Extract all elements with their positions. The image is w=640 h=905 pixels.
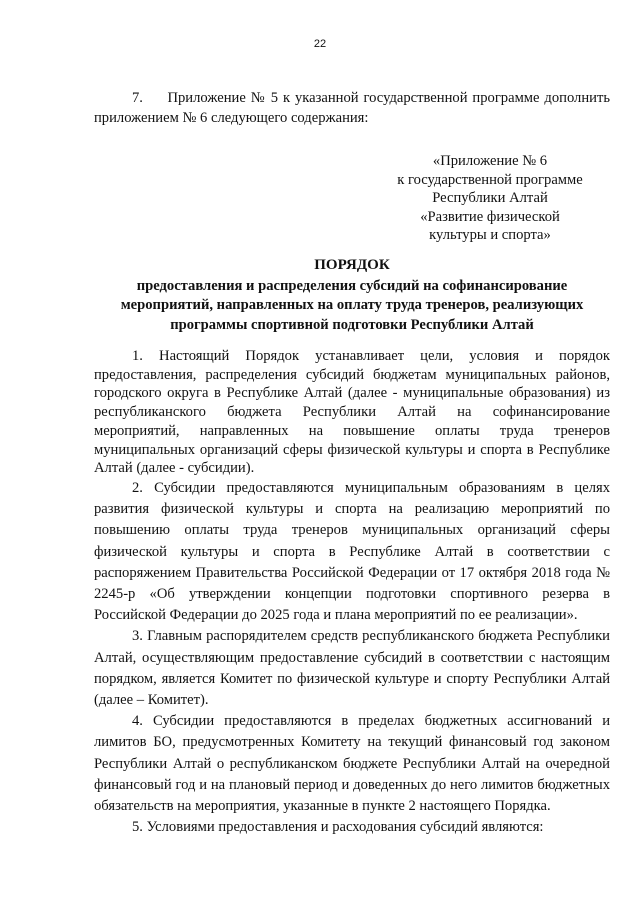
paragraph-1: 1. Настоящий Порядок устанавливает цели, условия и порядок предоставления, распределения субсидий бюджетам муниципальных районов, городского округа в Республике Алтай (далее - муниципальные образования) из республиканского бюджета Республики Алтай на софинансирование мероприятий, направленных на повышение оплаты труда тренеров муниципальных организаций сферы физической культуры и спорта в Республике Алтай (далее - субсидии). — [94, 348, 610, 477]
annex-line: культуры и спорта» — [429, 227, 551, 244]
intro-block — [94, 88, 610, 128]
paragraph-4: 4. Субсидии предоставляются в пределах бюджетных ассигнований и лимитов БО, предусмотренных Комитету на текущий финансовый год законом Республики Алтай о республиканском бюджете Республики Алтай на очередной финансовый год и на плановый период и доведенных до него лимитов бюджетных обязательств на мероприятия, указанные в пункте 2 настоящего Порядка. — [94, 713, 610, 814]
document-title — [94, 256, 610, 335]
title-main: ПОРЯДОК — [314, 257, 390, 273]
paragraph-5: 5. Условиями предоставления и расходования субсидий являются: — [132, 819, 544, 836]
title-line: программы спортивной подготовки Республики Алтай — [170, 316, 534, 333]
annex-line: «Приложение № 6 — [432, 153, 548, 169]
annex-line: Республики Алтай — [432, 190, 548, 207]
page-number: 22 — [313, 38, 327, 50]
paragraph-3: 3. Главным распорядителем средств республиканского бюджета Республики Алтай, осуществляющим предоставление субсидий в соответствии с настоящим порядком, является Комитет по физической культуре и спорту Республики Алтай (далее – Комитет). — [94, 628, 610, 708]
title-line: мероприятий, направленных на оплату труда тренеров, реализующих — [120, 297, 584, 313]
intro-paragraph: 7. Приложение № 5 к указанной государственной программе дополнить приложением № 6 следующего содержания: — [94, 90, 610, 126]
document-body — [94, 347, 610, 838]
annex-line: к государственной программе — [397, 171, 583, 188]
annex-line: «Развитие физической — [420, 208, 560, 225]
title-line: предоставления и распределения субсидий на софинансирование — [136, 277, 568, 294]
annex-header — [372, 152, 608, 245]
paragraph-2: 2. Субсидии предоставляются муниципальным образованиям в целях развития физической культуры и спорта на реализацию мероприятий по повышению оплаты труда тренеров муниципальных организаций сферы физической культуры и спорта в Республике Алтай в соответствии с распоряжением Правительства Российской Федерации от 17 октября 2018 года № 2245-р «Об утверждении концепции подготовки спортивного резерва в Российской Федерации до 2025 года и плана мероприятий по ее реализации». — [94, 479, 610, 624]
